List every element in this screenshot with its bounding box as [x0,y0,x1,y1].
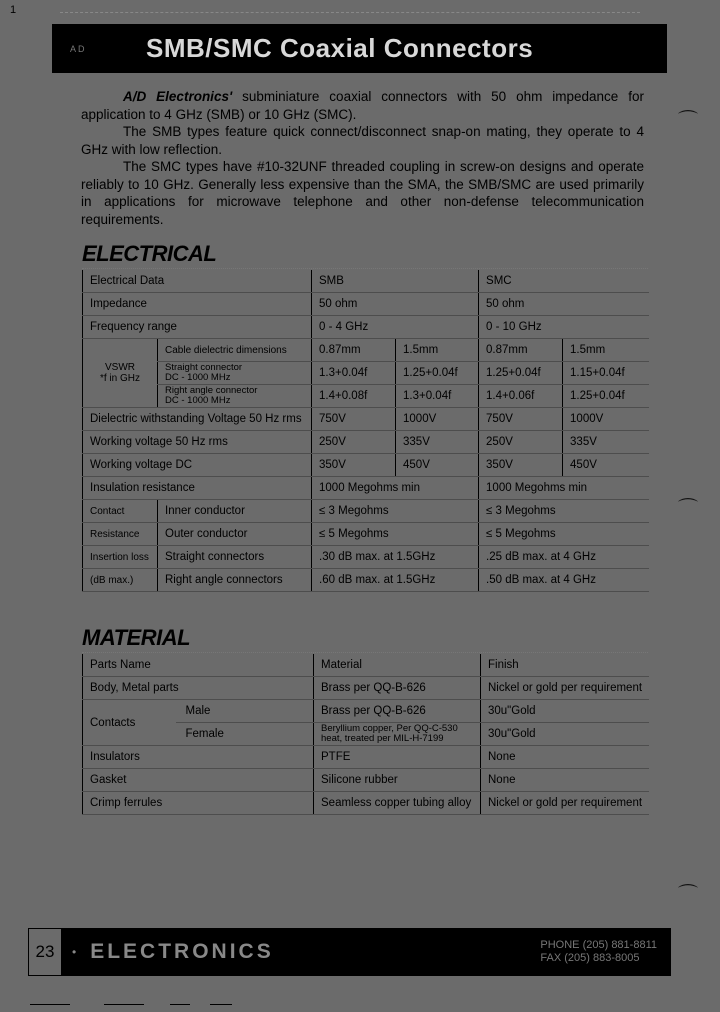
company-logo: A D [70,43,85,54]
table-row [83,654,649,677]
electrical-heading: ELECTRICAL [82,241,217,266]
table-row: Impedance 50 ohm 50 ohm [83,293,649,316]
brand-name: A/D Electronics' [123,89,233,104]
intro-paragraph-1: A/D Electronics' subminiature coaxial connectors with 50 ohm impedance for application to 4 GHz (SMB) or 10 GHz (SMC). [81,89,644,122]
binder-hole-mark: ⌒ [678,498,698,520]
header-part: Parts Name [83,654,314,677]
table-row: Insulation resistance 1000 Megohms min 1000 Megohms min [83,477,649,500]
bottom-rule [170,1004,190,1005]
page-title: SMB/SMC Coaxial Connectors [146,33,534,63]
binder-hole-mark: ⌒ [678,884,698,906]
contacts-label: Contacts [83,700,176,746]
material-table [82,654,649,815]
top-rule [60,12,640,13]
table-row: VSWR *f in GHz Cable dielectric dimensions 0.87mm 1.5mm 0.87mm 1.5mm [83,339,649,362]
table-row: Working voltage 50 Hz rms 250V 335V 250V 335V [83,431,649,454]
table-row: Crimp ferrules Seamless copper tubing alloy Nickel or gold per requirement [83,792,649,815]
table-row: Female Beryllium copper, Per QQ-C-530 heat, treated per MIL-H-7199 30u"Gold [83,723,649,746]
table-row: Insulators PTFE None [83,746,649,769]
table-row: Right angle connector DC - 1000 MHz 1.4+0.08f 1.3+0.04f 1.4+0.06f 1.25+0.04f [83,385,649,408]
binder-hole-mark: ⌒ [678,110,698,132]
table-row: Body, Metal parts Brass per QQ-B-626 Nickel or gold per requirement [83,677,649,700]
bottom-rule [30,1004,70,1005]
header-smb: SMB [312,270,479,293]
intro-paragraph-3: The SMC types have #10-32UNF threaded coupling in screw-on designs and operate reliably to 10 GHz. Generally less expensive than the SMA, the SMB/SMC are used primarily in applications for microwave telephone and other non-defense telecommunication requirements. [81,159,644,227]
header-material: Material [314,654,481,677]
footer-bullet-icon: • [72,945,77,959]
intro-paragraph-2: The SMB types feature quick connect/disconnect snap-on mating, they operate to 4 GHz with low reflection. [81,124,644,157]
footer-company-name: ELECTRONICS [90,940,274,963]
header-smc: SMC [479,270,649,293]
material-heading: MATERIAL [82,625,191,650]
table-row: Dielectric withstanding Voltage 50 Hz rms 750V 1000V 750V 1000V [83,408,649,431]
bottom-rule [104,1004,144,1005]
table-row: Working voltage DC 350V 450V 350V 450V [83,454,649,477]
title-bar [52,24,667,73]
table-row: Contact Inner conductor ≤ 3 Megohms ≤ 3 Megohms [83,500,649,523]
table-row: Straight connector DC - 1000 MHz 1.3+0.04f 1.25+0.04f 1.25+0.04f 1.15+0.04f [83,362,649,385]
footer [28,928,671,976]
table-row: Gasket Silicone rubber None [83,769,649,792]
electrical-rule [82,268,648,269]
table-row: (dB max.) Right angle connectors .60 dB max. at 1.5GHz .50 dB max. at 4 GHz [83,569,649,592]
vswr-label: VSWR *f in GHz [83,339,158,408]
header-finish: Finish [481,654,649,677]
bottom-rule [210,1004,232,1005]
page-number: 1 [10,4,17,16]
table-row: Frequency range 0 - 4 GHz 0 - 10 GHz [83,316,649,339]
footer-page-number: 23 [28,928,62,976]
table-row: Resistance Outer conductor ≤ 5 Megohms ≤ 5 Megohms [83,523,649,546]
table-row [83,270,649,293]
intro-text [81,88,644,228]
header-label: Electrical Data [83,270,312,293]
footer-contact: PHONE (205) 881-8811 FAX (205) 883-8005 [540,939,657,964]
table-row: Contacts Male Brass per QQ-B-626 30u"Gold [83,700,649,723]
electrical-table [82,270,649,592]
material-rule [82,652,648,653]
table-row: Insertion loss Straight connectors .30 dB max. at 1.5GHz .25 dB max. at 4 GHz [83,546,649,569]
